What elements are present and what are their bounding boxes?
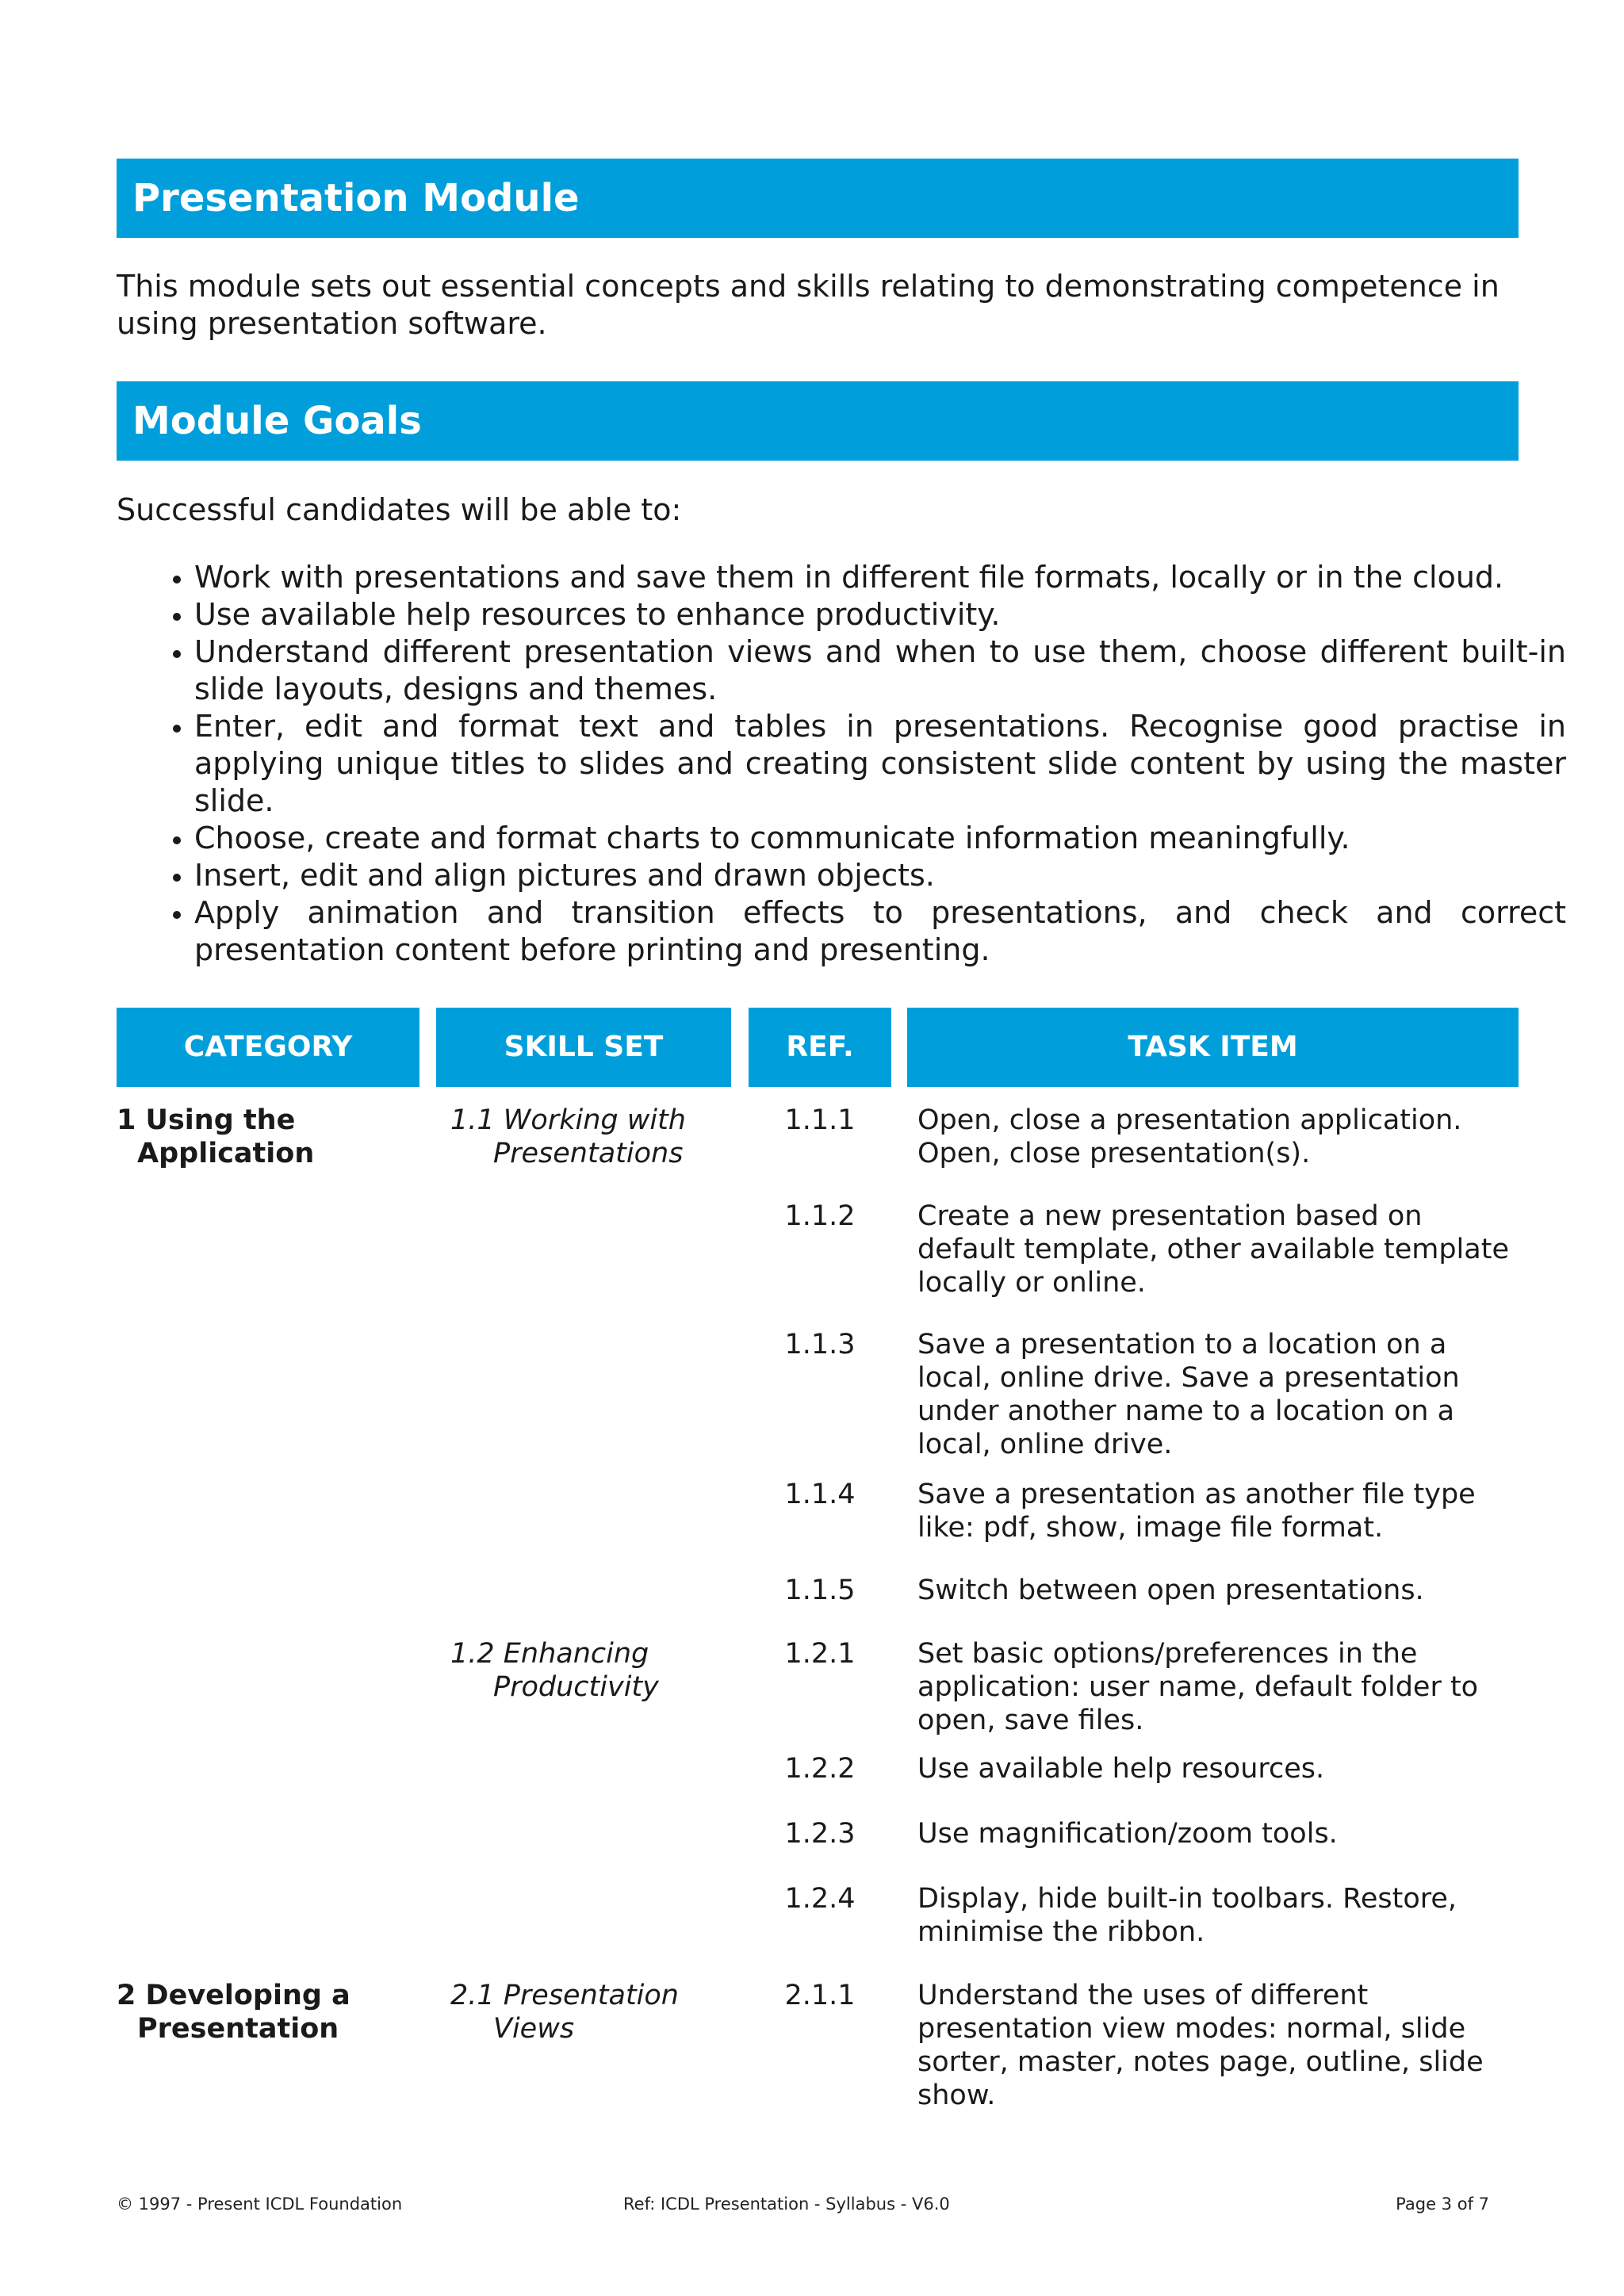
- task-cell: Save a presentation as another file type like: pdf, show, image file format.: [917, 1479, 1476, 1544]
- header-ref: REF.: [749, 1008, 891, 1087]
- footer-ref: Ref: ICDL Presentation - Syllabus - V6.0: [623, 2195, 950, 2214]
- task-cell: Switch between open presentations.: [917, 1575, 1424, 1606]
- skill-set-1-1: 1.1 Working with Presentations: [450, 1104, 686, 1169]
- ref-cell: 1.1.2: [784, 1200, 856, 1232]
- goals-title: Module Goals: [132, 399, 422, 443]
- task-cell: Create a new presentation based on default template, other available template locally or online.: [917, 1200, 1509, 1299]
- category-1: 1 Using the Application: [117, 1104, 315, 1169]
- ref-cell: 1.2.3: [784, 1818, 856, 1850]
- task-cell: Save a presentation to a location on a local, online drive. Save a presentation under another name to a location on a local, online drive.: [917, 1329, 1460, 1460]
- goal-item: • Choose, create and format charts to communicate information meaningfully.: [194, 820, 1566, 857]
- ref-cell: 1.2.2: [784, 1753, 856, 1785]
- task-cell: Set basic options/preferences in the application: user name, default folder to open, save files.: [917, 1638, 1479, 1736]
- footer-copyright: © 1997 - Present ICDL Foundation: [117, 2195, 403, 2214]
- task-cell: Display, hide built-in toolbars. Restore, minimise the ribbon.: [917, 1883, 1457, 1948]
- header-category: CATEGORY: [117, 1008, 419, 1087]
- ref-cell: 1.2.4: [784, 1883, 856, 1915]
- ref-cell: 1.1.3: [784, 1329, 856, 1360]
- footer-page-number: Page 3 of 7: [1396, 2195, 1489, 2214]
- goal-item: • Work with presentations and save them in different file formats, locally or in the cloud.: [194, 559, 1566, 596]
- ref-cell: 1.2.1: [784, 1638, 856, 1670]
- category-2: 2 Developing a Presentation: [117, 1980, 350, 2045]
- goal-item: • Use available help resources to enhance productivity.: [194, 596, 1566, 633]
- header-skill-set: SKILL SET: [436, 1008, 731, 1087]
- task-cell: Use available help resources.: [917, 1753, 1325, 1785]
- section-title: Presentation Module: [132, 176, 580, 220]
- intro-paragraph: This module sets out essential concepts and skills relating to demonstrating competence in using presentation software.: [117, 269, 1500, 341]
- ref-cell: 1.1.4: [784, 1479, 856, 1510]
- task-cell: Open, close a presentation application. Open, close presentation(s).: [917, 1104, 1462, 1169]
- goal-item: • Enter, edit and format text and tables in presentations. Recognise good practise in applying unique titles to slides and creating consistent slide content by using the master slide.: [194, 708, 1566, 820]
- ref-cell: 1.1.5: [784, 1575, 856, 1606]
- section-title-banner: [117, 159, 1519, 238]
- goals-list: [117, 559, 1566, 969]
- task-cell: Use magnification/zoom tools.: [917, 1818, 1338, 1850]
- skill-set-1-2: 1.2 Enhancing Productivity: [450, 1638, 659, 1703]
- goal-item: • Insert, edit and align pictures and drawn objects.: [194, 857, 1566, 894]
- skill-set-2-1: 2.1 Presentation Views: [450, 1980, 679, 2045]
- goal-item: • Apply animation and transition effects to presentations, and check and correct presentation content before printing and presenting.: [194, 894, 1566, 969]
- task-cell: Understand the uses of different presentation view modes: normal, slide sorter, master, notes page, outline, slide show.: [917, 1980, 1484, 2111]
- ref-cell: 1.1.1: [784, 1104, 856, 1136]
- goals-title-banner: [117, 381, 1519, 461]
- goal-item: • Understand different presentation views and when to use them, choose different built-in slide layouts, designs and themes.: [194, 633, 1566, 708]
- goals-lead: Successful candidates will be able to:: [117, 492, 682, 527]
- ref-cell: 2.1.1: [784, 1980, 856, 2011]
- header-task-item: TASK ITEM: [907, 1008, 1519, 1087]
